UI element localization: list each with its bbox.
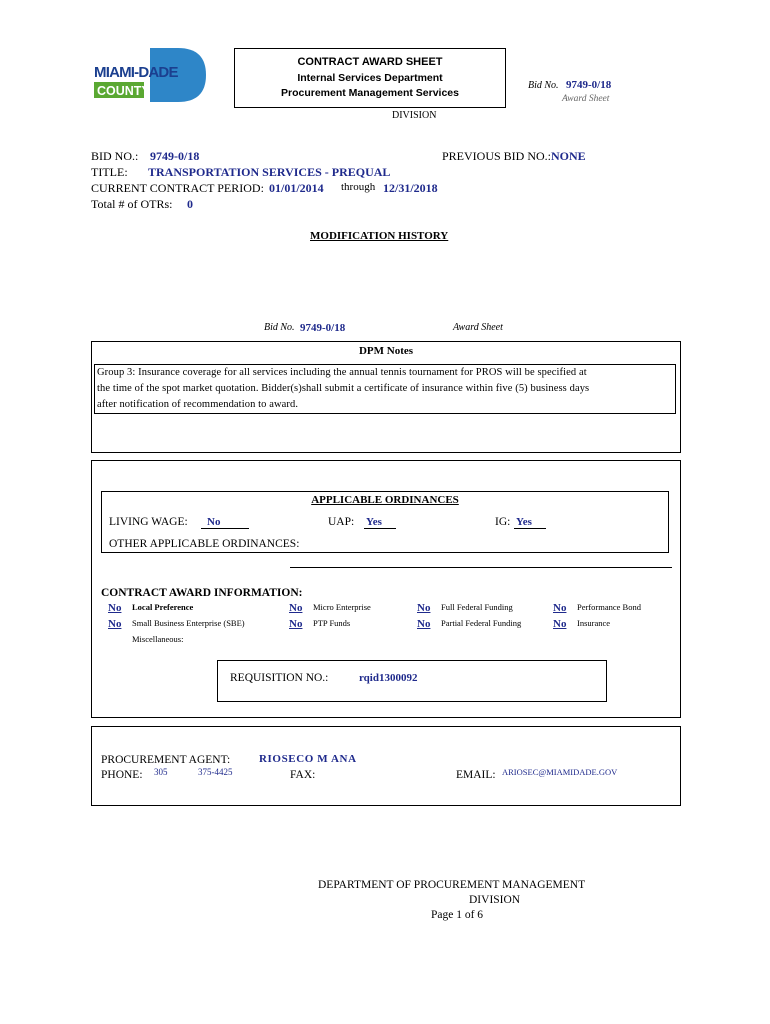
header-services: Procurement Management Services xyxy=(281,87,459,99)
ptp-funds-label: PTP Funds xyxy=(313,618,351,628)
email-value: ARIOSEC@MIAMIDADE.GOV xyxy=(502,767,618,777)
header-bid-label: Bid No. xyxy=(528,80,559,91)
previous-bid-label: PREVIOUS BID NO.: xyxy=(442,149,552,163)
full-federal-funding-label: Full Federal Funding xyxy=(441,602,513,612)
contract-award-header-box xyxy=(234,48,506,108)
performance-bond-value: No xyxy=(553,602,567,614)
ig-label: IG: xyxy=(495,516,511,528)
micro-enterprise-value: No xyxy=(289,602,303,614)
sbe-label: Small Business Enterprise (SBE) xyxy=(132,618,245,628)
header-department: Internal Services Department xyxy=(297,72,443,84)
title-value: TRANSPORTATION SERVICES - PREQUAL xyxy=(148,165,391,179)
phone-label: PHONE: xyxy=(101,769,143,781)
requisition-box xyxy=(217,660,607,702)
procurement-agent-label: PROCUREMENT AGENT: xyxy=(101,754,231,766)
otrs-label: Total # of OTRs: xyxy=(91,197,173,211)
applicable-ordinances-box xyxy=(101,491,669,553)
contract-award-info-title: CONTRACT AWARD INFORMATION: xyxy=(101,587,303,599)
requisition-label: REQUISITION NO.: xyxy=(230,672,329,684)
contract-period-end: 12/31/2018 xyxy=(383,181,438,195)
dpm-notes-line-3: after notification of recommendation to award. xyxy=(97,399,299,410)
full-federal-funding-value: No xyxy=(417,602,431,614)
header-title: CONTRACT AWARD SHEET xyxy=(297,56,443,68)
local-preference-label: Local Preference xyxy=(132,602,194,612)
fax-label: FAX: xyxy=(290,769,316,781)
other-ordinances-line xyxy=(290,567,672,568)
mid-bid-label: Bid No. xyxy=(264,322,295,333)
dpm-notes-textbox xyxy=(94,364,676,414)
requisition-value: rqid1300092 xyxy=(359,672,418,684)
previous-bid-value: NONE xyxy=(551,149,586,163)
ptp-funds-value: No xyxy=(289,618,303,630)
title-label: TITLE: xyxy=(91,165,128,179)
living-wage-value: No xyxy=(201,516,249,529)
dpm-notes-panel xyxy=(91,341,681,453)
header-division: DIVISION xyxy=(392,110,437,121)
phone-area-code: 305 xyxy=(154,767,168,777)
dpm-notes-line-1: Group 3: Insurance coverage for all services including the annual tennis tournament for PROS will be specified at xyxy=(97,367,587,378)
mid-award-sheet: Award Sheet xyxy=(453,322,503,333)
mid-bid-number: 9749-0/18 xyxy=(300,322,346,334)
performance-bond-label: Performance Bond xyxy=(577,602,641,612)
miscellaneous-label: Miscellaneous: xyxy=(132,634,184,644)
logo-text-miami-dade: MIAMI-DADE xyxy=(94,64,178,81)
sbe-value: No xyxy=(108,618,122,630)
footer-page-number: Page 1 of 6 xyxy=(431,909,484,921)
uap-value: Yes xyxy=(364,516,396,529)
bid-no-label: BID NO.: xyxy=(91,149,139,163)
contract-period-through: through xyxy=(341,181,376,193)
header-award-sheet: Award Sheet xyxy=(562,94,610,104)
procurement-agent-panel xyxy=(91,726,681,806)
contract-period-label: CURRENT CONTRACT PERIOD: xyxy=(91,181,264,195)
procurement-agent-name: RIOSECO M ANA xyxy=(259,753,357,765)
micro-enterprise-label: Micro Enterprise xyxy=(313,602,371,612)
partial-federal-funding-value: No xyxy=(417,618,431,630)
contract-period-start: 01/01/2014 xyxy=(269,181,324,195)
local-preference-value: No xyxy=(108,602,122,614)
applicable-ordinances-title: APPLICABLE ORDINANCES xyxy=(311,494,459,506)
other-ordinances-label: OTHER APPLICABLE ORDINANCES: xyxy=(109,538,300,550)
ordinances-award-panel xyxy=(91,460,681,718)
otrs-value: 0 xyxy=(187,197,193,211)
footer-department: DEPARTMENT OF PROCUREMENT MANAGEMENT xyxy=(318,879,586,891)
living-wage-label: LIVING WAGE: xyxy=(109,516,188,528)
miami-dade-logo xyxy=(92,46,208,104)
bid-no-value: 9749-0/18 xyxy=(150,149,200,163)
ig-value: Yes xyxy=(514,516,546,529)
uap-label: UAP: xyxy=(328,516,355,528)
dpm-notes-title: DPM Notes xyxy=(358,345,414,357)
modification-history-title: MODIFICATION HISTORY xyxy=(310,230,449,242)
partial-federal-funding-label: Partial Federal Funding xyxy=(441,618,522,628)
logo-text-county: COUNTY xyxy=(97,84,150,98)
header-bid-number: 9749-0/18 xyxy=(566,79,612,91)
insurance-value: No xyxy=(553,618,567,630)
phone-number: 375-4425 xyxy=(198,767,233,777)
footer-division: DIVISION xyxy=(469,894,521,906)
insurance-label: Insurance xyxy=(577,618,611,628)
email-label: EMAIL: xyxy=(456,769,496,781)
dpm-notes-line-2: the time of the spot market quotation. Bidder(s)shall submit a certificate of insurance within five (5) business days xyxy=(97,383,590,394)
